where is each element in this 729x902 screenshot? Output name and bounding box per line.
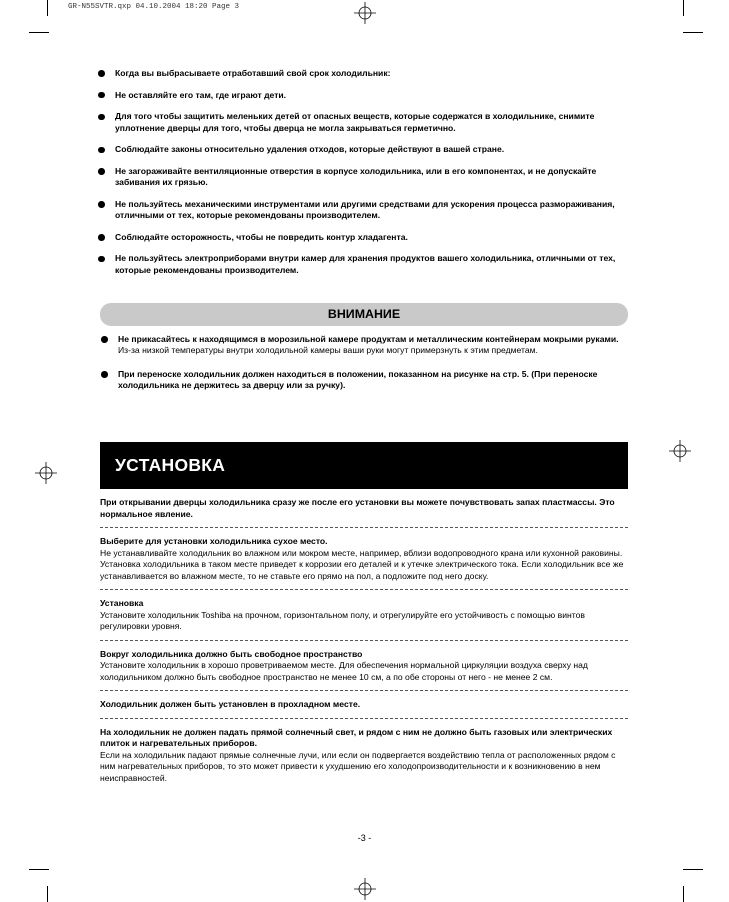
registration-mark-icon <box>35 462 57 484</box>
list-item <box>101 334 628 357</box>
crop-mark <box>47 886 48 902</box>
crop-mark <box>683 32 703 33</box>
dashed-divider <box>100 640 628 641</box>
disposal-bullet-list <box>98 68 628 286</box>
bullet-icon <box>98 168 105 175</box>
warning-item-bold: Не прикасайтесь к находящимся в морозильной камере продуктам и металлическим контейнерам мокрыми руками. <box>118 334 619 344</box>
bullet-icon <box>98 92 105 99</box>
bullet-icon <box>101 336 108 343</box>
block-title: Вокруг холодильника должно быть свободное пространство <box>100 648 363 659</box>
installation-content <box>100 497 628 784</box>
list-item: Не оставляйте его там, где играют дети. <box>98 90 628 101</box>
section-heading-install <box>100 442 628 489</box>
print-slug: GR-N55SVTR.qxp 04.10.2004 18:20 Page 3 <box>68 3 240 11</box>
install-intro: При открывании дверцы холодильника сразу же после его установки вы можете почувствовать запах пластмассы. Это нормальное явление. <box>100 497 615 519</box>
bullet-icon <box>98 114 105 121</box>
crop-mark <box>29 32 49 33</box>
bullet-icon <box>98 256 105 263</box>
crop-mark <box>683 0 684 16</box>
block-title: Выберите для установки холодильника сухое место. <box>100 536 328 546</box>
bullet-icon <box>98 70 105 77</box>
block-title: На холодильник не должен падать прямой солнечный свет, и рядом с ним не должно быть газовых или электрических плиток и нагревательных приборов. <box>100 726 613 748</box>
bullet-icon <box>101 371 108 378</box>
warning-item-bold: При переноске холодильник должен находиться в положении, показанном на рисунке на стр. 5. (При переноске холодильника не держитесь за дверцу или за ручку). <box>118 368 598 391</box>
registration-mark-icon <box>354 2 376 24</box>
list-item: Для того чтобы защитить меленьких детей от опасных веществ, которые содержатся в холодильнике, снимите уплотнение дверцы для того, чтобы дверца не могла закрываться герметично. <box>98 111 628 134</box>
page-number: -3 - <box>357 833 372 843</box>
block-text: Если на холодильник падают прямые солнечные лучи, или если он подвергается воздействию тепла от расположенных рядом с ним нагревательных приборов, то это может привести к ухудшению его холодопроизводительности и к возникновению в нем неисправностей. <box>100 749 616 783</box>
list-item <box>101 369 628 392</box>
list-item: Не пользуйтесь механическими инструментами или другими средствами для ускорения процесса размораживания, отличными от тех, которые рекомендованы производителем. <box>98 199 628 222</box>
registration-mark-icon <box>354 878 376 900</box>
dashed-divider <box>100 589 628 590</box>
list-item: Не пользуйтесь электроприборами внутри камер для хранения продуктов вашего холодильника, отличными от тех, которые рекомендованы производителем. <box>98 253 628 276</box>
crop-mark <box>47 0 48 16</box>
block-text: Установите холодильник в хорошо проветриваемом месте. Для обеспечения нормальной циркуляции воздуха сверху над холодильником должно быть свободное пространство не менее 10 см, а по обе стороны от него - не менее 2 см. <box>100 660 588 682</box>
section-title: УСТАНОВКА <box>115 455 226 475</box>
bullet-icon <box>98 234 105 241</box>
registration-mark-icon <box>669 440 691 462</box>
crop-mark <box>683 886 684 902</box>
bullet-icon <box>98 201 105 208</box>
warning-item-text: Из-за низкой температуры внутри холодильной камеры ваши руки могут примерзнуть к этим предметам. <box>118 345 538 356</box>
list-item: Соблюдайте осторожность, чтобы не повредить контур хладагента. <box>98 232 628 243</box>
block-title: Холодильник должен быть установлен в прохладном месте. <box>100 699 361 709</box>
crop-mark <box>683 869 703 870</box>
block-title: Установка <box>100 598 144 608</box>
crop-mark <box>29 869 49 870</box>
warning-heading: ВНИМАНИЕ <box>100 303 628 326</box>
list-item: Когда вы выбрасываете отработавший свой срок холодильник: <box>98 68 628 79</box>
block-text: Не устанавливайте холодильник во влажном или мокром месте, например, вблизи водопроводного крана или кухонной раковины. Установка холодильника в таком месте приведет к коррозии его деталей и к утечке электрического тока. Если холодильник все же устанавливается во влажном месте, то не ставьте его прямо на пол, а подложите под него доску. <box>100 547 624 581</box>
block-text: Установите холодильник Toshiba на прочном, горизонтальном полу, и отрегулируйте его устойчивость с помощью винтов регулировки уровня. <box>100 609 585 631</box>
dashed-divider <box>100 718 628 719</box>
dashed-divider <box>100 690 628 691</box>
bullet-icon <box>98 147 105 154</box>
dashed-divider <box>100 527 628 528</box>
warning-list <box>101 334 628 400</box>
list-item: Не загораживайте вентиляционные отверстия в корпусе холодильника, или в его компонентах, и не допускайте забивания их грязью. <box>98 166 628 189</box>
list-item: Соблюдайте законы относительно удаления отходов, которые действуют в вашей стране. <box>98 144 628 155</box>
